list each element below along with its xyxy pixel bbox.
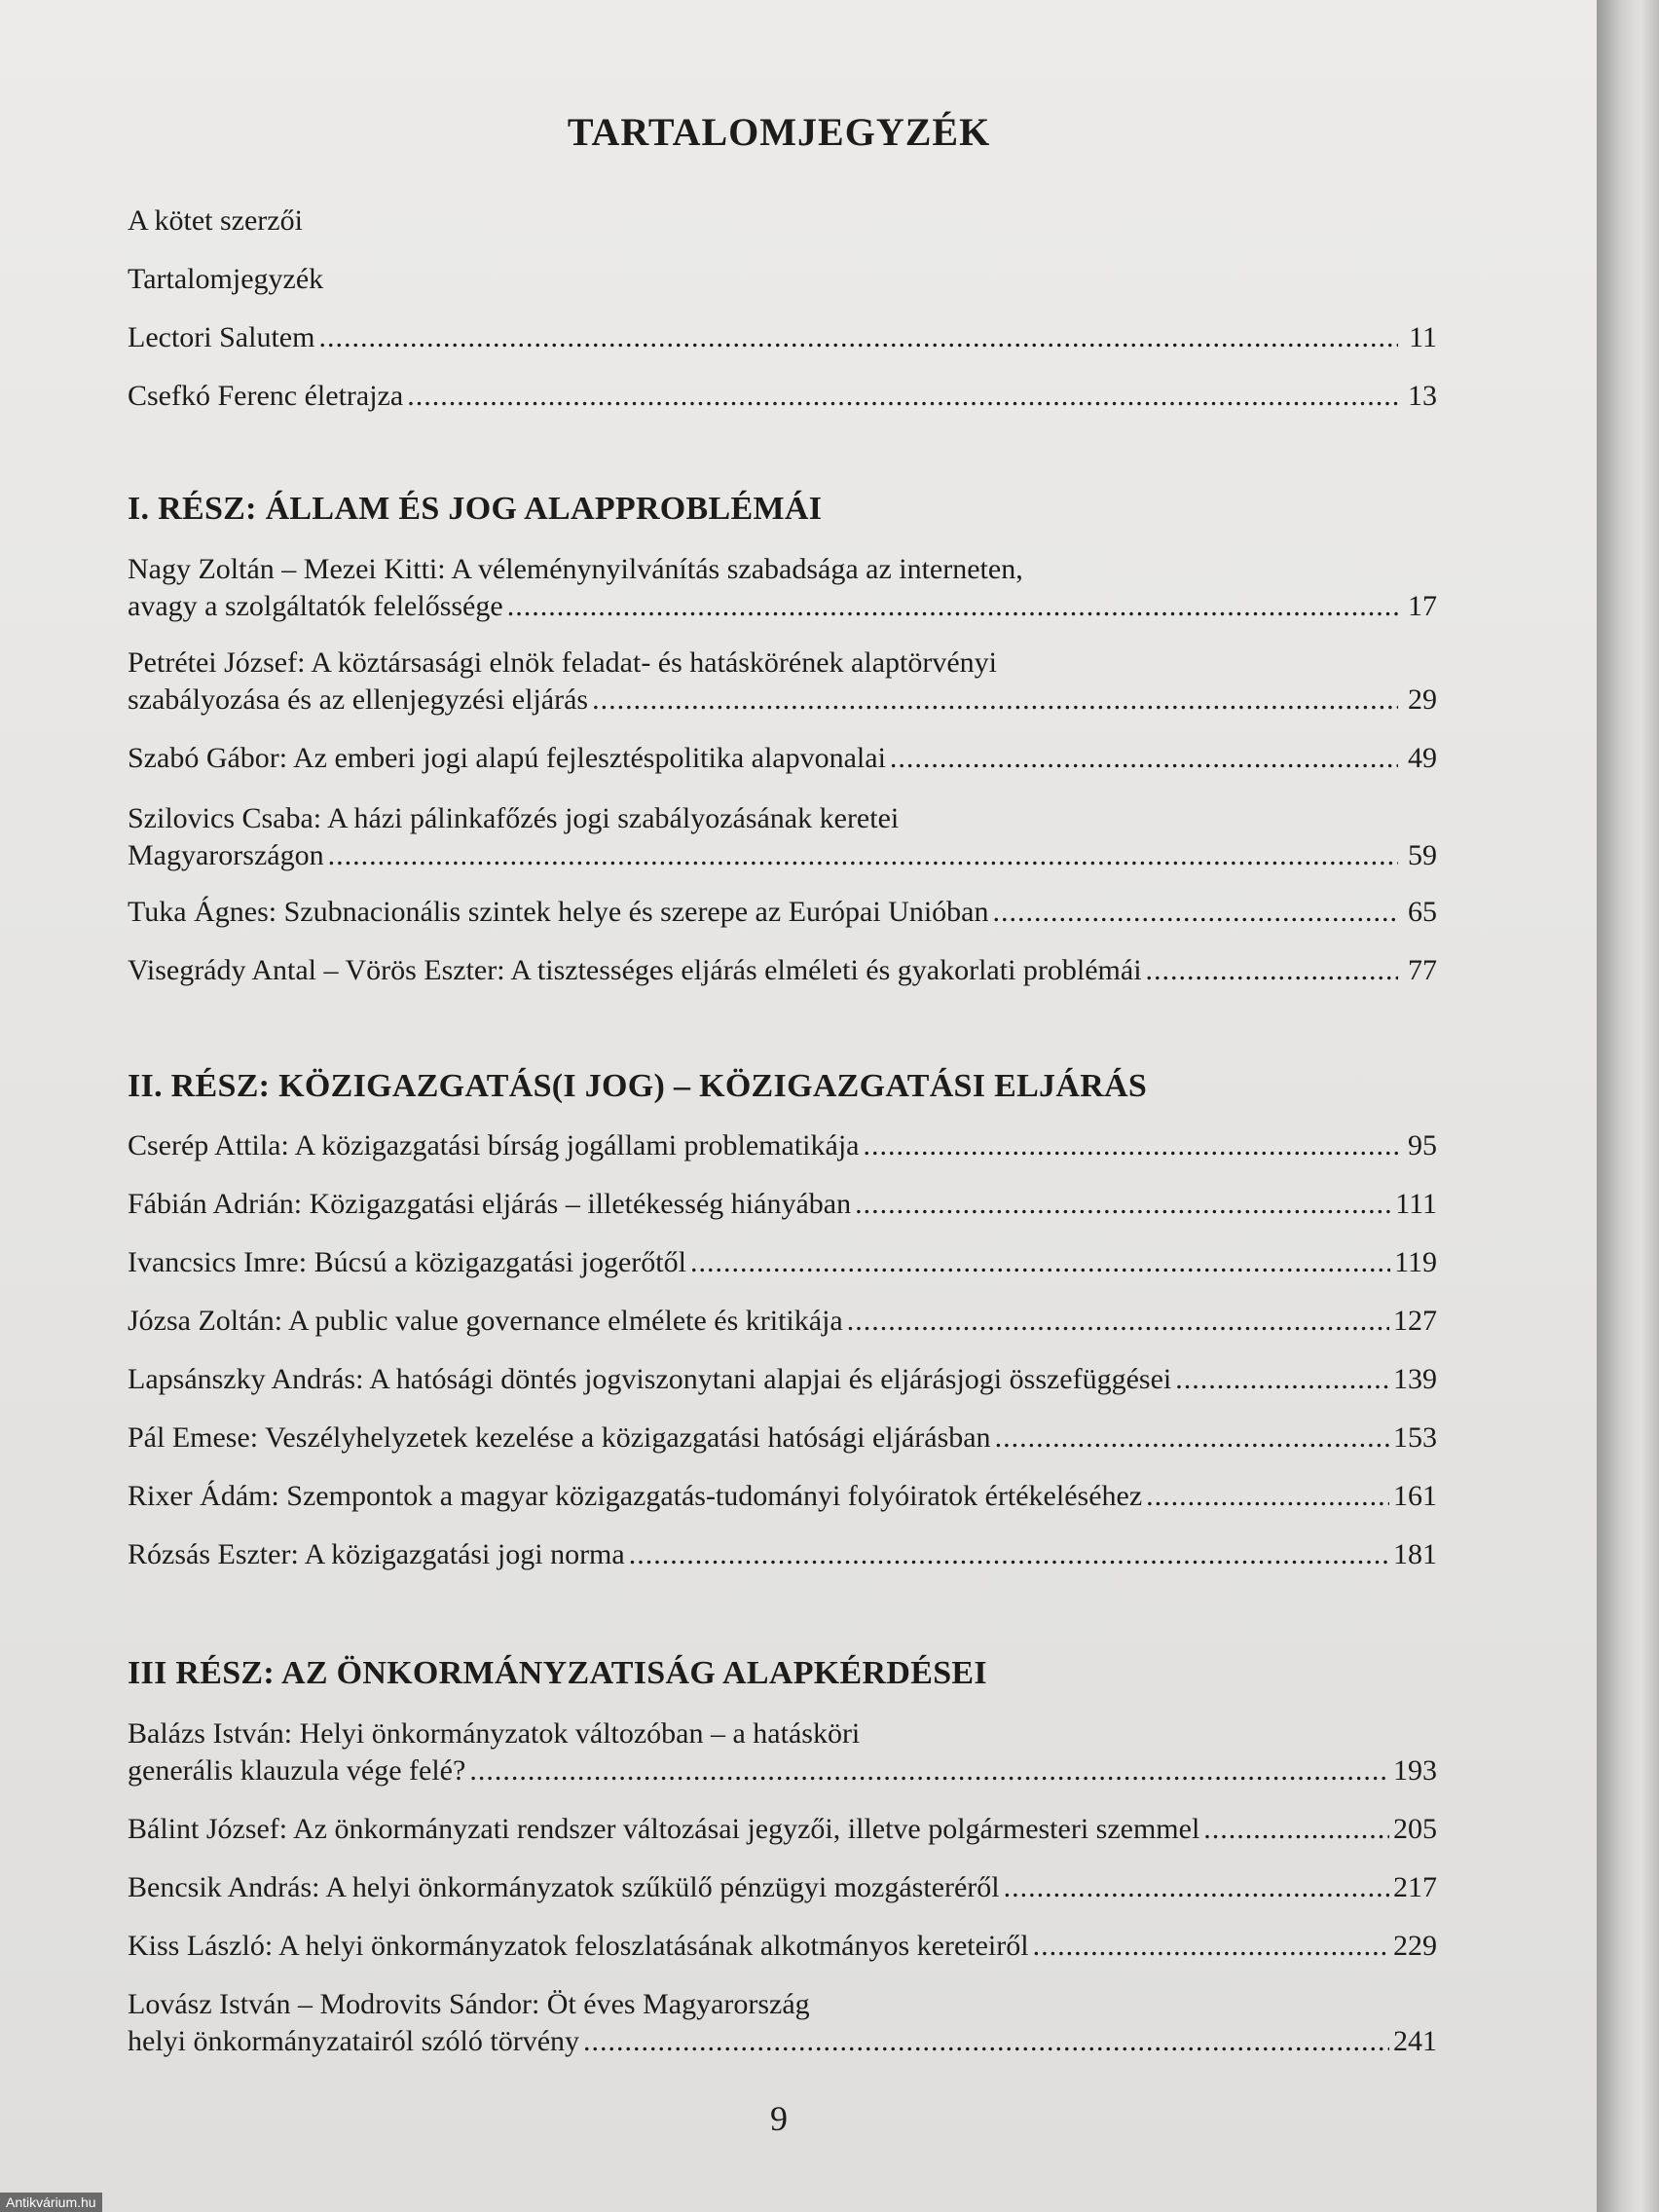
toc-page-number: 49: [1408, 742, 1437, 774]
toc-entry: [128, 1361, 1437, 1398]
page-number: 9: [770, 2099, 788, 2138]
toc-page-number: 217: [1393, 1871, 1437, 1903]
toc-entry: [128, 1715, 1437, 1789]
toc-page-number: 95: [1408, 1129, 1437, 1161]
toc-entry: [128, 740, 1437, 777]
toc-entry-text: Bencsik András: A helyi önkormányzatok szűkülő pénzügyi mozgásteréről: [128, 1871, 1000, 1903]
toc-entry-text: Lapsánszky András: A hatósági döntés jogviszonytani alapjai és eljárásjogi összefüggései: [128, 1363, 1172, 1395]
dot-leader: [318, 319, 1398, 356]
toc-entry-text: generális klauzula vége felé?: [128, 1754, 466, 1787]
section-heading-1: I. RÉSZ: ÁLLAM ÉS JOG ALAPPROBLÉMÁI: [128, 491, 823, 527]
toc-entry: [128, 1186, 1437, 1223]
toc-page-number: 161: [1393, 1480, 1437, 1512]
section-heading-3: III RÉSZ: AZ ÖNKORMÁNYZATISÁG ALAPKÉRDÉSEI: [128, 1655, 987, 1691]
toc-entry-text: Nagy Zoltán – Mezei Kitti: A véleménynyilvánítás szabadsága az interneten,: [128, 553, 1023, 585]
toc-page-number: 127: [1393, 1305, 1437, 1337]
toc-entry-text: Magyarországon: [128, 839, 324, 871]
toc-entry-text: Balázs István: Helyi önkormányzatok változóban – a hatásköri: [128, 1717, 861, 1750]
toc-entry-text: Rózsás Eszter: A közigazgatási jogi norma: [128, 1538, 625, 1570]
dot-leader: [992, 894, 1398, 931]
dot-leader: [863, 1127, 1398, 1164]
toc-entry: [128, 551, 1437, 625]
toc-entry: [128, 1127, 1437, 1164]
toc-page-number: 29: [1408, 683, 1437, 716]
toc-entry-text: Pál Emese: Veszélyhelyzetek kezelése a közigazgatási hatósági eljárásban: [128, 1421, 991, 1454]
toc-entry-front-1: [128, 261, 1437, 298]
toc-page-number: 193: [1393, 1754, 1437, 1787]
toc-entry-text: Ivancsics Imre: Búcsú a közigazgatási jogerőtől: [128, 1246, 686, 1278]
toc-entry-text: avagy a szolgáltatók felelőssége: [128, 590, 503, 622]
toc-page-number: 205: [1393, 1813, 1437, 1845]
toc-entry: [128, 1986, 1437, 2060]
toc-page-number: 59: [1408, 839, 1437, 871]
toc-entry-text: helyi önkormányzatairól szóló törvény: [128, 2025, 580, 2057]
toc-page-number: 241: [1393, 2025, 1437, 2057]
toc-entry: [128, 800, 1437, 874]
dot-leader: [1146, 952, 1398, 989]
dot-leader: [995, 1419, 1389, 1456]
toc-page-number: 229: [1393, 1930, 1437, 1962]
dot-leader: [629, 1536, 1389, 1573]
toc-entry-text: Rixer Ádám: Szempontok a magyar közigazgatás-tudományi folyóiratok értékeléséhez: [128, 1480, 1143, 1512]
toc-entry-text: Kiss László: A helyi önkormányzatok feloszlatásának alkotmányos kereteiről: [128, 1930, 1029, 1962]
dot-leader: [847, 1303, 1389, 1340]
toc-entry: [128, 1419, 1437, 1456]
book-spine-shadow: [1597, 0, 1659, 2212]
toc-entry: [128, 645, 1437, 719]
toc-entry-text: Bálint József: Az önkormányzati rendszer változásai jegyzői, illetve polgármesteri szemmel: [128, 1813, 1200, 1845]
toc-entry-text: Fábián Adrián: Közigazgatási eljárás – illetékesség hiányában: [128, 1188, 852, 1220]
toc-entry-text: Szabó Gábor: Az emberi jogi alapú fejlesztéspolitika alapvonalai: [128, 742, 886, 774]
dot-leader: [1146, 1478, 1389, 1515]
toc-page-number: 153: [1393, 1421, 1437, 1454]
toc-entry-front-0: [128, 203, 1437, 240]
toc-entry-text: Lovász István – Modrovits Sándor: Öt éves Magyarország: [128, 1988, 810, 2020]
toc-entry-front-2: [128, 319, 1437, 356]
dot-leader: [1004, 1869, 1389, 1906]
toc-entry-text: Tuka Ágnes: Szubnacionális szintek helye és szerepe az Európai Unióban: [128, 896, 989, 928]
toc-entry-text: Józsa Zoltán: A public value governance elmélete és kritikája: [128, 1305, 843, 1337]
toc-entry: [128, 1869, 1437, 1906]
dot-leader: [1175, 1361, 1389, 1398]
toc-page-number: 139: [1393, 1363, 1437, 1395]
toc-entry: [128, 952, 1437, 989]
dot-leader: [1203, 1811, 1389, 1848]
toc-entry-text: A kötet szerzői: [128, 204, 303, 237]
toc-page-number: 65: [1408, 896, 1437, 928]
toc-page-number: 13: [1408, 380, 1437, 412]
toc-entry-text: Tartalomjegyzék: [128, 263, 324, 295]
dot-leader: [890, 740, 1398, 777]
dot-leader: [1033, 1928, 1389, 1965]
toc-entry: [128, 1536, 1437, 1573]
toc-page-number: 77: [1408, 954, 1437, 986]
toc-page-number: 111: [1395, 1188, 1437, 1220]
dot-leader: [469, 1752, 1389, 1789]
dot-leader: [407, 378, 1398, 415]
toc-entry: [128, 894, 1437, 931]
toc-entry-text: szabályozása és az ellenjegyzési eljárás: [128, 683, 589, 716]
toc-page-number: 119: [1394, 1246, 1437, 1278]
toc-entry-text: Petrétei József: A köztársasági elnök feladat- és hatáskörének alaptörvényi: [128, 646, 997, 679]
dot-leader: [507, 588, 1398, 625]
toc-entry-text: Visegrády Antal – Vörös Eszter: A tisztességes eljárás elméleti és gyakorlati problémái: [128, 954, 1142, 986]
toc-entry-text: Csefkó Ferenc életrajza: [128, 380, 404, 412]
toc-entry: [128, 1303, 1437, 1340]
toc-entry-text: Szilovics Csaba: A házi pálinkafőzés jogi szabályozásának keretei: [128, 802, 900, 834]
watermark-label: Antikvárium.hu: [0, 2193, 102, 2212]
dot-leader: [592, 682, 1398, 719]
toc-entry-text: Cserép Attila: A közigazgatási bírság jogállami problematikája: [128, 1129, 860, 1161]
toc-entry-front-3: [128, 378, 1437, 415]
section-heading-2: II. RÉSZ: KÖZIGAZGATÁS(I JOG) – KÖZIGAZGATÁSI ELJÁRÁS: [128, 1068, 1148, 1104]
toc-entry: [128, 1928, 1437, 1965]
toc-entry-text: Lectori Salutem: [128, 321, 315, 353]
dot-leader: [328, 837, 1398, 874]
toc-page-number: 11: [1409, 321, 1437, 353]
dot-leader: [690, 1244, 1390, 1281]
toc-entry: [128, 1244, 1437, 1281]
toc-entry: [128, 1811, 1437, 1848]
dot-leader: [855, 1186, 1391, 1223]
toc-title: TARTALOMJEGYZÉK: [567, 110, 991, 154]
dot-leader: [583, 2023, 1389, 2060]
toc-page-number: 181: [1393, 1538, 1437, 1570]
toc-entry: [128, 1478, 1437, 1515]
toc-page-number: 17: [1408, 590, 1437, 622]
